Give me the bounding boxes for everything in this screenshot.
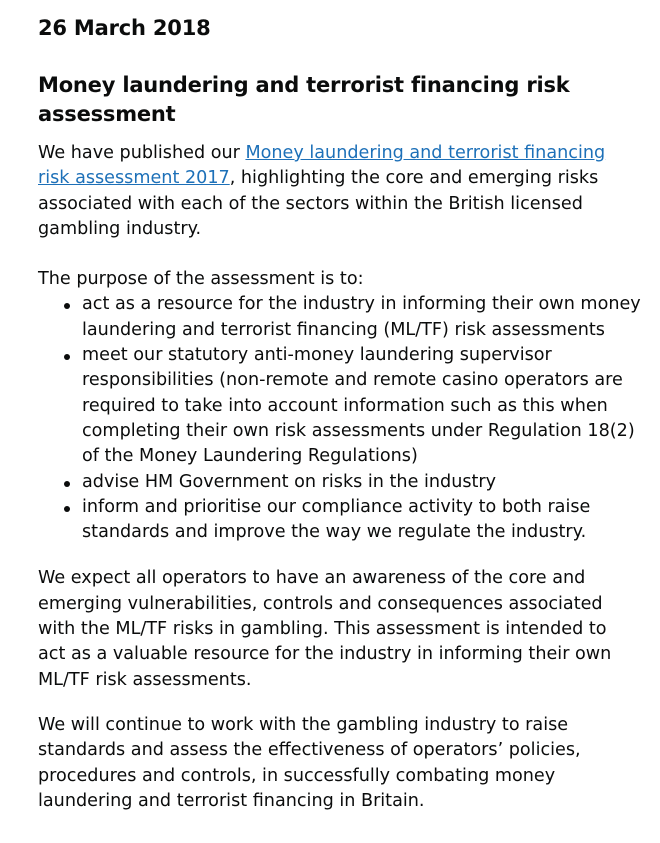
purpose-list-item: act as a resource for the industry in informing their own money laundering and terrorist financing (ML/TF) risk assessments [62,292,642,343]
article-title: Money laundering and terrorist financing risk assessment [38,73,570,126]
intro-text-before-link: We have published our [38,143,246,163]
risk-assessment-link[interactable]: Money laundering and terrorist financing risk assessment 2017 [38,143,606,189]
purpose-list-item: meet our statutory anti-money laundering supervisor responsibilities (non-remote and remote casino operators are required to take into account information such as this when completing their own risk assessments under Regulation 18(2) of the Money Laundering Regulations) [62,343,642,469]
purpose-list [38,292,642,545]
intro-paragraph [38,141,638,242]
intro-text-after-link: , highlighting the core and emerging risks associated with each of the sectors within the British licensed gambling industry. [38,168,599,239]
purpose-list-item: inform and prioritise our compliance activity to both raise standards and improve the way we regulate the industry. [62,495,642,546]
continued-work-paragraph: We will continue to work with the gambling industry to raise standards and assess the effectiveness of operators’ policies, procedures and controls, in successfully combating money laundering and terrorist financing in Britain. [38,714,581,811]
publication-date: 26 March 2018 [38,16,211,40]
purpose-intro: The purpose of the assessment is to: [38,269,364,290]
operators-awareness-paragraph: We expect all operators to have an awareness of the core and emerging vulnerabilities, controls and consequences associated with the ML/TF risks in gambling. This assessment is intended to act as a valuable resource for the industry in informing their own ML/TF risk assessments. [38,568,612,690]
purpose-list-item: advise HM Government on risks in the industry [62,470,642,495]
